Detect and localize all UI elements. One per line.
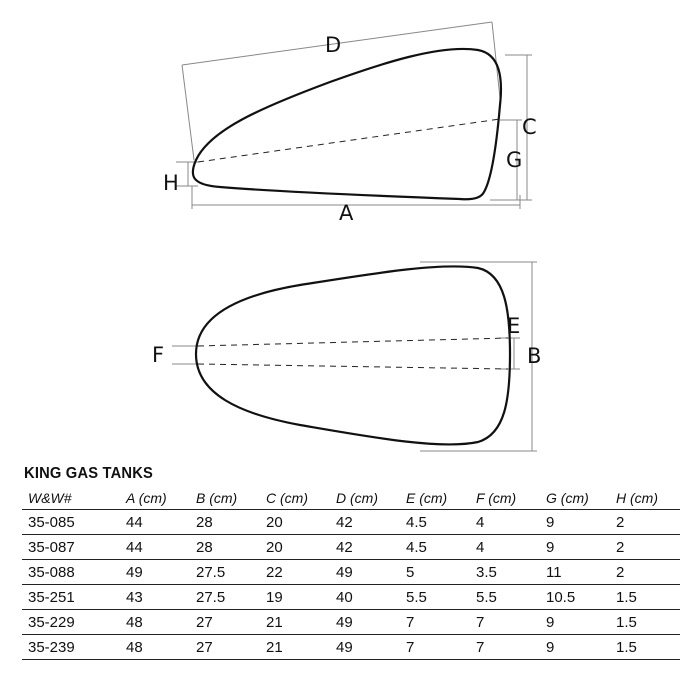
label-e: E (507, 314, 521, 338)
cell-d: 42 (330, 535, 400, 560)
cell-c: 20 (260, 535, 330, 560)
cell-e: 7 (400, 610, 470, 635)
tank-top-outline (196, 266, 510, 444)
table-row (22, 560, 680, 585)
cell-part-number: 35-229 (22, 610, 120, 635)
header-e: E (cm) (400, 485, 470, 510)
cell-e: 5 (400, 560, 470, 585)
cell-f: 7 (470, 635, 540, 660)
cell-h: 1.5 (610, 610, 680, 635)
cell-part-number: 35-087 (22, 535, 120, 560)
tank-side-outline (193, 49, 501, 199)
cell-g: 11 (540, 560, 610, 585)
cell-f: 5.5 (470, 585, 540, 610)
cell-b: 28 (190, 535, 260, 560)
cell-f: 7 (470, 610, 540, 635)
cell-b: 27.5 (190, 585, 260, 610)
header-f: F (cm) (470, 485, 540, 510)
label-c: C (522, 115, 537, 139)
cell-e: 4.5 (400, 510, 470, 535)
side-view (163, 22, 537, 225)
cell-d: 49 (330, 560, 400, 585)
spec-table-section (22, 465, 680, 660)
label-a: A (339, 201, 354, 225)
cell-c: 19 (260, 585, 330, 610)
cell-g: 9 (540, 635, 610, 660)
cell-g: 9 (540, 535, 610, 560)
cell-d: 40 (330, 585, 400, 610)
cell-b: 27 (190, 610, 260, 635)
cell-a: 44 (120, 510, 190, 535)
cell-g: 10.5 (540, 585, 610, 610)
header-d: D (cm) (330, 485, 400, 510)
table-row (22, 635, 680, 660)
table-row (22, 510, 680, 535)
cell-h: 2 (610, 535, 680, 560)
cell-a: 48 (120, 635, 190, 660)
table-row (22, 610, 680, 635)
cell-f: 3.5 (470, 560, 540, 585)
cell-c: 21 (260, 635, 330, 660)
tank-top-dash-upper (198, 338, 508, 346)
cell-e: 7 (400, 635, 470, 660)
header-h: H (cm) (610, 485, 680, 510)
cell-a: 49 (120, 560, 190, 585)
cell-b: 27.5 (190, 560, 260, 585)
cell-b: 27 (190, 635, 260, 660)
cell-h: 2 (610, 510, 680, 535)
label-b: B (527, 344, 542, 368)
cell-g: 9 (540, 510, 610, 535)
label-h: H (163, 171, 179, 195)
tank-top-dash-lower (198, 364, 508, 369)
dim-d-left-ext (182, 65, 194, 160)
table-title: KING GAS TANKS (24, 465, 154, 482)
cell-h: 1.5 (610, 585, 680, 610)
cell-b: 28 (190, 510, 260, 535)
cell-a: 48 (120, 610, 190, 635)
cell-a: 44 (120, 535, 190, 560)
header-a: A (cm) (120, 485, 190, 510)
label-g: G (506, 148, 523, 172)
spec-table (22, 485, 680, 660)
cell-part-number: 35-239 (22, 635, 120, 660)
cell-part-number: 35-251 (22, 585, 120, 610)
cell-c: 21 (260, 610, 330, 635)
header-part-number: W&W# (22, 485, 120, 510)
cell-f: 4 (470, 510, 540, 535)
cell-c: 20 (260, 510, 330, 535)
cell-d: 49 (330, 610, 400, 635)
header-g: G (cm) (540, 485, 610, 510)
cell-f: 4 (470, 535, 540, 560)
cell-part-number: 35-088 (22, 560, 120, 585)
cell-a: 43 (120, 585, 190, 610)
cell-h: 2 (610, 560, 680, 585)
cell-d: 49 (330, 635, 400, 660)
table-header-row (22, 485, 680, 510)
header-b: B (cm) (190, 485, 260, 510)
header-c: C (cm) (260, 485, 330, 510)
table-row (22, 585, 680, 610)
cell-e: 4.5 (400, 535, 470, 560)
cell-d: 42 (330, 510, 400, 535)
cell-h: 1.5 (610, 635, 680, 660)
cell-c: 22 (260, 560, 330, 585)
label-f: F (152, 343, 165, 367)
cell-part-number: 35-085 (22, 510, 120, 535)
tank-side-centerline (198, 119, 500, 162)
top-view (152, 262, 541, 451)
cell-e: 5.5 (400, 585, 470, 610)
cell-g: 9 (540, 610, 610, 635)
table-row (22, 535, 680, 560)
label-d: D (325, 33, 342, 57)
